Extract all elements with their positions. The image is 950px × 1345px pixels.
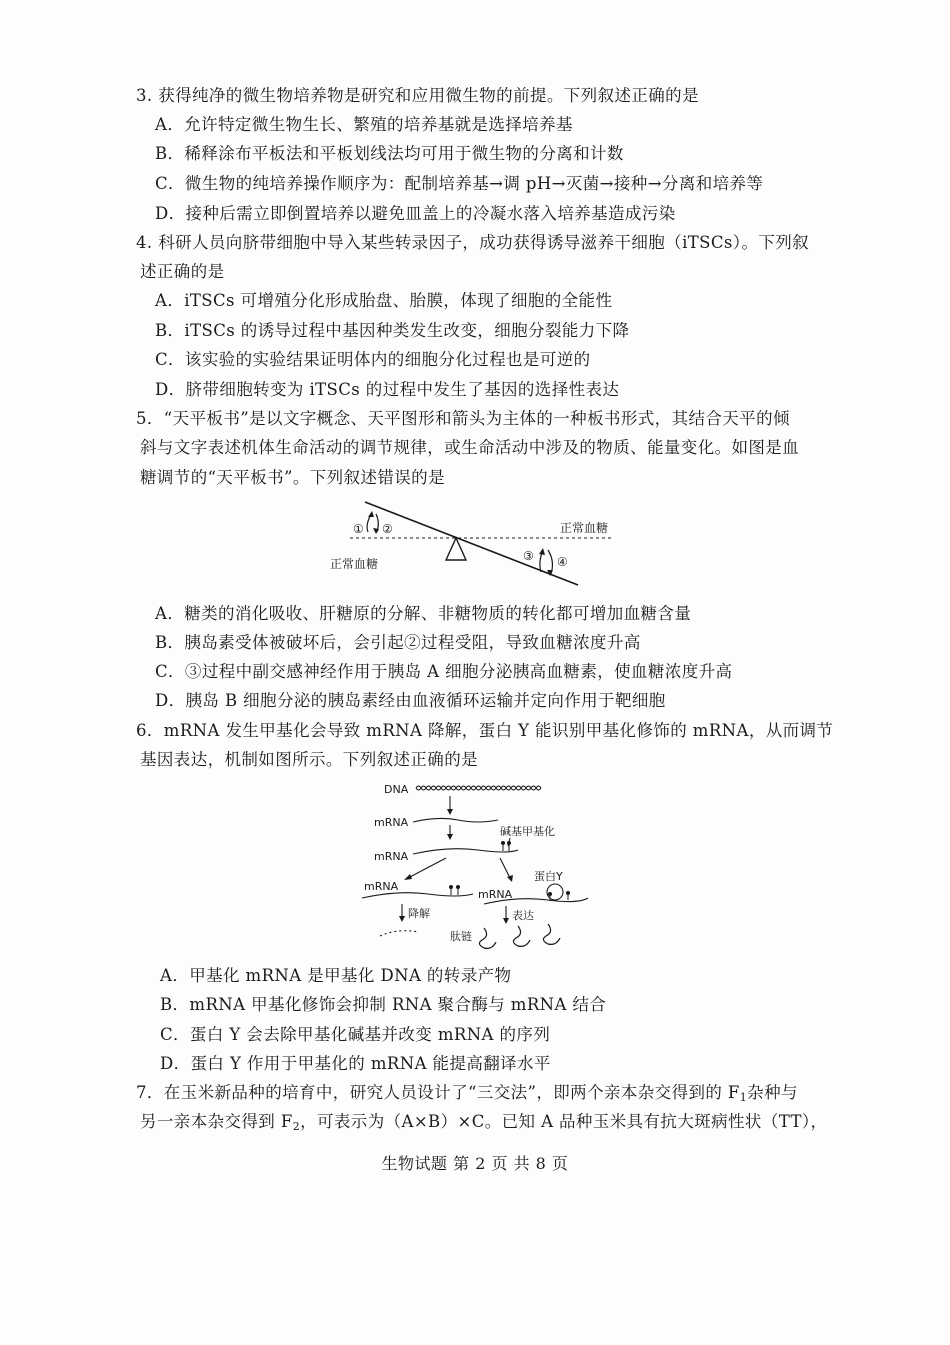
- q5-option-b: B．胰岛素受体被破坏后，会引起②过程受阻，导致血糖浓度升高: [155, 633, 641, 652]
- arrow-transcribe-head: [447, 809, 453, 815]
- degraded-fragments: [380, 931, 418, 936]
- q4-option-b: B．iTSCs 的诱导过程中基因种类发生改变，细胞分裂能力下降: [155, 321, 630, 340]
- methyl-dot-1: [501, 841, 505, 845]
- balance-diagram: [320, 490, 620, 590]
- mrna-2-strand: [413, 849, 518, 854]
- q6-option-c: C．蛋白 Y 会去除甲基化碱基并改变 mRNA 的序列: [160, 1025, 551, 1044]
- label-mrna-4: mRNA: [478, 888, 513, 901]
- marker-1: ①: [353, 522, 364, 536]
- q7-line2-text-b: ，可表示为（A×B）×C。已知 A 品种玉米具有抗大斑病性状（TT），: [300, 1112, 828, 1131]
- q3-option-d: D．接种后需立即倒置培养以避免皿盖上的冷凝水落入培养基造成污染: [155, 204, 676, 223]
- q6-stem-line1: 6．mRNA 发生甲基化会导致 mRNA 降解，蛋白 Y 能识别甲基化修饰的 mRNA，从而调节: [136, 721, 834, 740]
- peptide-chain-3: [543, 924, 560, 944]
- methyl-dot-4: [456, 885, 460, 889]
- q5-option-a: A．糖类的消化吸收、肝糖原的分解、非糖物质的转化都可增加血糖含量: [155, 604, 692, 623]
- label-peptide: 肽链: [450, 930, 472, 943]
- label-mrna-2: mRNA: [374, 850, 409, 863]
- arrow-3-head: [539, 548, 545, 555]
- arrow-1-head: [368, 511, 374, 517]
- arrow-degrade-head: [399, 916, 405, 922]
- arrow-2-head: [373, 528, 379, 534]
- q7-line2-text-a: 另一亲本杂交得到 F: [140, 1112, 293, 1131]
- arrow-to-degrade-head: [404, 874, 412, 880]
- q5-stem-line1: 5．“天平板书”是以文字概念、天平图形和箭头为主体的一种板书形式，其结合天平的倾: [136, 409, 790, 428]
- label-methylation: 碱基甲基化: [500, 825, 555, 838]
- q6-option-b: B．mRNA 甲基化修饰会抑制 RNA 聚合酶与 mRNA 结合: [160, 995, 607, 1014]
- page-footer: 生物试题 第 2 页 共 8 页: [381, 1154, 569, 1173]
- q6-stem-line2: 基因表达，机制如图所示。下列叙述正确的是: [140, 750, 478, 769]
- peptide-chain-1: [479, 928, 496, 948]
- methyl-dot-5: [548, 892, 552, 896]
- label-degrade: 降解: [408, 907, 430, 920]
- q4-stem-line2: 述正确的是: [140, 262, 225, 281]
- methyl-dot-2: [507, 841, 511, 845]
- q7-line1-text-a: 7．在玉米新品种的培育中，研究人员设计了“三交法”，即两个亲本杂交得到的 F: [136, 1083, 740, 1102]
- q4-option-a: A．iTSCs 可增殖分化形成胎盘、胎膜，体现了细胞的全能性: [155, 291, 613, 310]
- peptide-chain-2: [513, 926, 530, 946]
- mrna-1-strand: [413, 818, 498, 822]
- q7-line1-text-b: 杂种与: [747, 1083, 798, 1102]
- label-mrna-1: mRNA: [374, 816, 409, 829]
- balance-fulcrum: [446, 538, 466, 560]
- marker-4: ④: [557, 555, 568, 569]
- arrow-to-express: [500, 858, 510, 878]
- protein-y-shape: [547, 884, 563, 900]
- q7-line2-subscript: 2: [292, 1120, 301, 1133]
- q3-option-c: C．微生物的纯培养操作顺序为：配制培养基→调 pH→灭菌→接种→分离和培养等: [155, 174, 764, 193]
- mrna-methylation-diagram: [358, 778, 598, 953]
- q4-option-d: D．脐带细胞转变为 iTSCs 的过程中发生了基因的选择性表达: [155, 380, 620, 399]
- label-normal-glucose-left: 正常血糖: [330, 557, 379, 571]
- q3-stem: 3. 获得纯净的微生物培养物是研究和应用微生物的前提。下列叙述正确的是: [136, 86, 699, 105]
- marker-2: ②: [382, 522, 393, 536]
- q5-stem-line3: 糖调节的“天平板书”。下列叙述错误的是: [140, 468, 445, 487]
- label-mrna-3: mRNA: [364, 880, 399, 893]
- label-express: 表达: [512, 909, 534, 922]
- q3-option-a: A．允许特定微生物生长、繁殖的培养基就是选择培养基: [155, 115, 573, 134]
- methyl-dot-3: [449, 885, 453, 889]
- arrow-down-2-head: [447, 834, 453, 840]
- q7-line1-subscript: 1: [739, 1091, 748, 1104]
- q4-stem-line1: 4. 科研人员向脐带细胞中导入某些转录因子，成功获得诱导滋养干细胞（iTSCs）。下列叙: [136, 233, 810, 252]
- arrow-to-express-head: [507, 875, 513, 882]
- q6-option-a: A．甲基化 mRNA 是甲基化 DNA 的转录产物: [160, 966, 512, 985]
- label-normal-glucose-right: 正常血糖: [560, 521, 609, 535]
- mrna-3-strand: [362, 893, 473, 898]
- marker-3: ③: [523, 549, 534, 563]
- q5-option-d: D．胰岛 B 细胞分泌的胰岛素经由血液循环运输并定向作用于靶细胞: [155, 691, 666, 710]
- q4-option-c: C．该实验的实验结果证明体内的细胞分化过程也是可逆的: [155, 350, 591, 369]
- label-protein-y: 蛋白Y: [534, 870, 563, 883]
- balance-beam: [365, 502, 578, 585]
- label-dna: DNA: [384, 783, 409, 796]
- q5-stem-line2: 斜与文字表述机体生命活动的调节规律，或生命活动中涉及的物质、能量变化。如图是血: [140, 438, 800, 457]
- q7-stem-line2: [140, 1111, 827, 1138]
- q5-option-c: C．③过程中副交感神经作用于胰岛 A 细胞分泌胰高血糖素，使血糖浓度升高: [155, 662, 733, 681]
- arrow-to-degrade: [408, 858, 446, 878]
- q3-option-b: B．稀释涂布平板法和平板划线法均可用于微生物的分离和计数: [155, 144, 624, 163]
- q6-option-d: D．蛋白 Y 作用于甲基化的 mRNA 能提高翻译水平: [160, 1054, 551, 1073]
- q7-stem-line1: [136, 1082, 798, 1109]
- arrow-express-head: [503, 918, 509, 924]
- methyl-dot-6: [566, 891, 570, 895]
